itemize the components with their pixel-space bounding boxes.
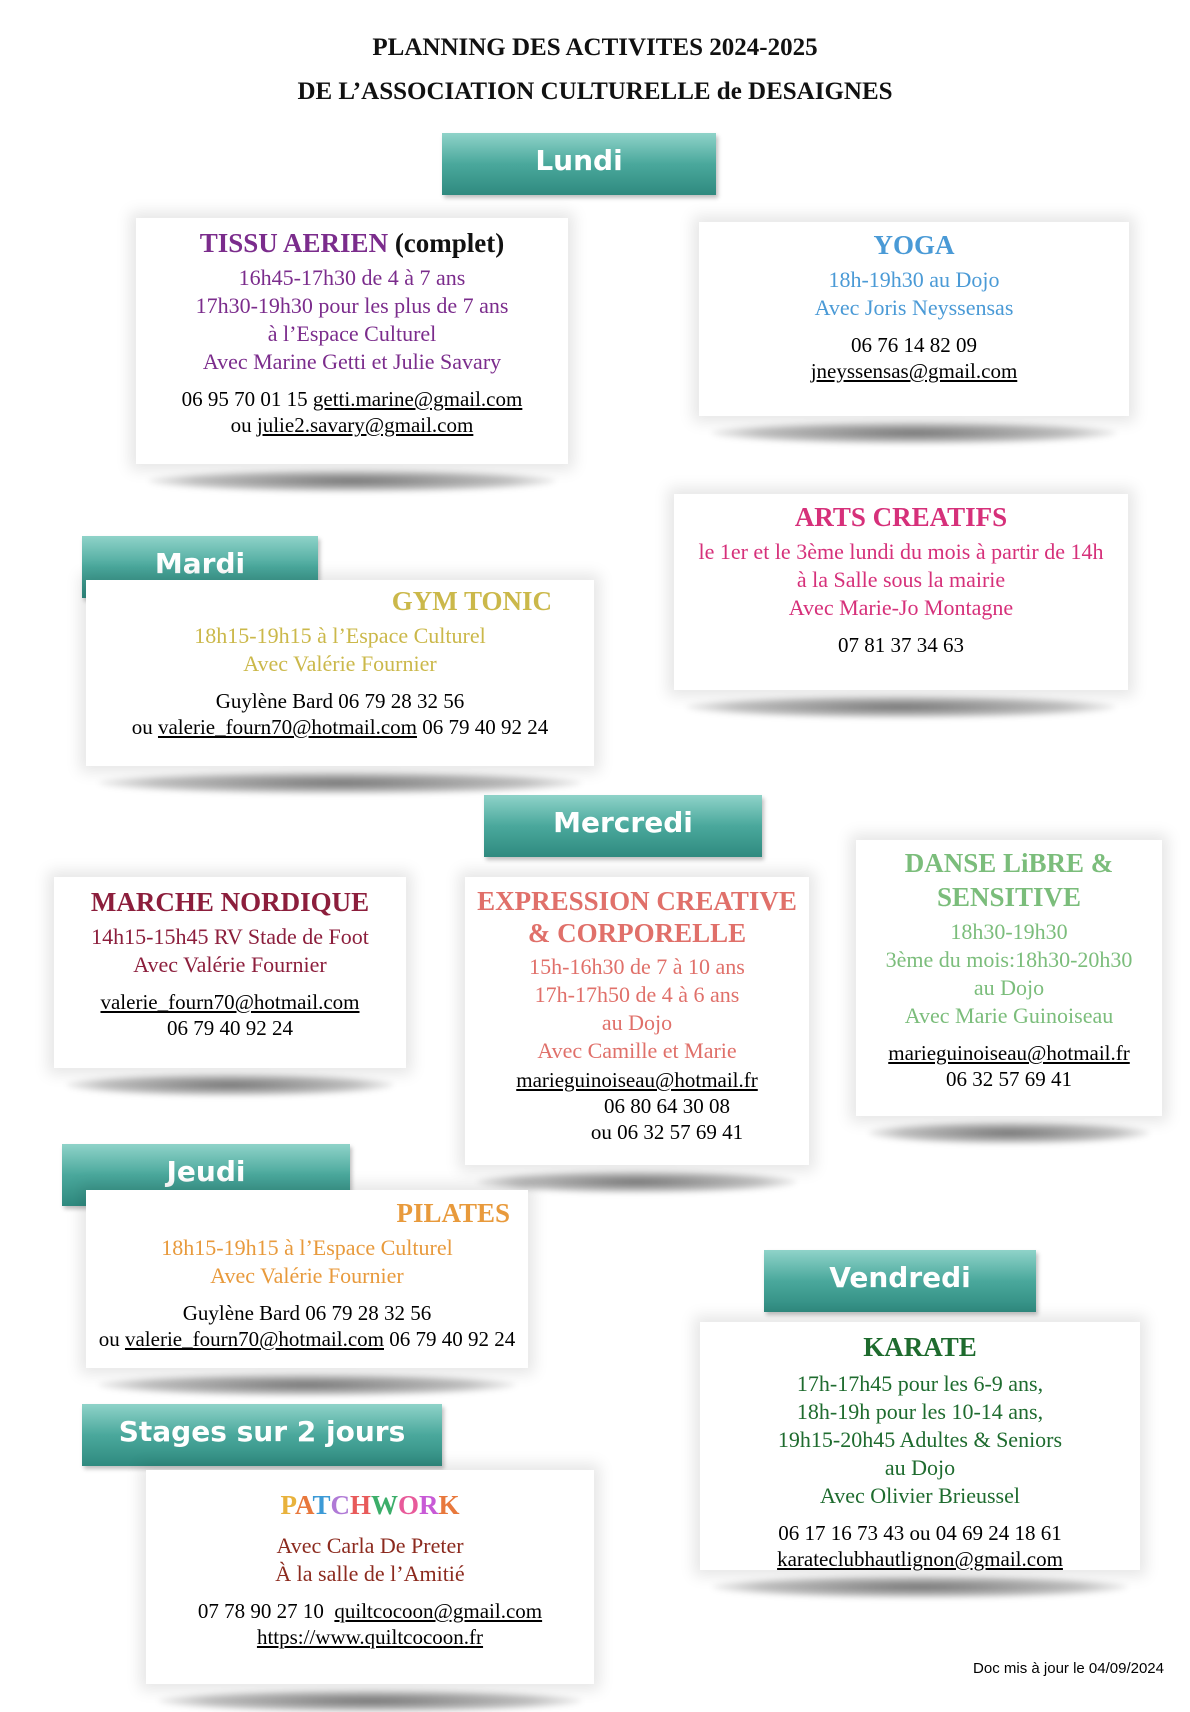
activity-name-cont: SENSITIVE xyxy=(936,882,1082,912)
title-letter: O xyxy=(398,1490,420,1520)
activity-name-cont: & CORPORELLE xyxy=(527,918,747,948)
or-text: ou xyxy=(230,413,252,437)
instructor-line: Avec Joris Neyssensas xyxy=(814,295,1014,320)
card-patchwork xyxy=(146,1470,594,1684)
phone: 06 80 64 30 08 xyxy=(604,1094,730,1118)
contact-line xyxy=(86,714,594,740)
instructor-line: Avec Valérie Fournier xyxy=(243,651,437,676)
schedule-line: 18h15-19h15 à l’Espace Culturel xyxy=(161,1235,453,1260)
schedule-line: 19h15-20h45 Adultes & Seniors xyxy=(777,1427,1063,1452)
title-letter: W xyxy=(371,1490,398,1520)
page-title-line1: PLANNING DES ACTIVITES 2024-2025 xyxy=(372,34,818,61)
schedule-line: 17h30-19h30 pour les plus de 7 ans xyxy=(195,293,509,318)
phone: 06 17 16 73 43 ou 04 69 24 18 61 xyxy=(778,1521,1062,1545)
title-letter: C xyxy=(330,1490,350,1520)
phone: 06 76 14 82 09 xyxy=(851,333,977,357)
card-expression-creative xyxy=(465,877,809,1165)
phone: 06 79 40 92 24 xyxy=(389,1327,516,1351)
activity-name xyxy=(146,1488,594,1522)
title-letter: T xyxy=(312,1490,331,1520)
instructor-line: Avec Marie Guinoiseau xyxy=(904,1003,1114,1028)
schedule-line: 17h-17h50 de 4 à 6 ans xyxy=(534,982,740,1007)
contact-line: Guylène Bard 06 79 28 32 56 xyxy=(215,689,465,713)
page-title-line2: DE L’ASSOCIATION CULTURELLE de DESAIGNES xyxy=(297,78,893,105)
instructor-line: Avec Valérie Fournier xyxy=(210,1263,404,1288)
contact-line: Guylène Bard 06 79 28 32 56 xyxy=(182,1301,432,1325)
schedule-line: 17h-17h45 pour les 6-9 ans, xyxy=(796,1371,1044,1396)
instructor-line: Avec Camille et Marie xyxy=(537,1038,737,1063)
schedule-line: 16h45-17h30 de 4 à 7 ans xyxy=(238,265,466,290)
title-letter: A xyxy=(294,1490,313,1520)
schedule-line: 18h30-19h30 xyxy=(950,919,1068,944)
title-letter: R xyxy=(419,1490,439,1520)
activity-name: GYM TONIC xyxy=(391,586,552,616)
card-marche-nordique xyxy=(54,877,406,1068)
card-pilates xyxy=(86,1190,528,1368)
contact-line xyxy=(136,412,568,438)
location-line: à la Salle sous la mairie xyxy=(796,567,1006,592)
card-karate xyxy=(700,1322,1140,1570)
location-line: À la salle de l’Amitié xyxy=(275,1561,465,1586)
email-link[interactable]: marieguinoiseau@hotmail.fr xyxy=(516,1068,758,1092)
schedule-line: 15h-16h30 de 7 à 10 ans xyxy=(529,954,745,979)
schedule-line: 18h15-19h15 à l’Espace Culturel xyxy=(194,623,486,648)
phone: ou 06 32 57 69 41 xyxy=(590,1120,744,1144)
day-stages: Stages sur 2 jours xyxy=(82,1404,442,1466)
email-link[interactable]: marieguinoiseau@hotmail.fr xyxy=(888,1041,1130,1065)
card-tissu-aerien xyxy=(136,218,568,464)
schedule-line: 3ème du mois:18h30-20h30 xyxy=(885,947,1133,972)
location-line: au Dojo xyxy=(884,1455,956,1480)
phone: 06 32 57 69 41 xyxy=(946,1067,1072,1091)
location-line: au Dojo xyxy=(973,975,1045,1000)
schedule-line: 14h15-15h45 RV Stade de Foot xyxy=(91,924,369,949)
phone: 06 79 40 92 24 xyxy=(422,715,549,739)
email-link[interactable]: valerie_fourn70@hotmail.com xyxy=(157,715,417,739)
or-text: ou xyxy=(131,715,153,739)
day-jeudi: Jeudi xyxy=(62,1144,350,1206)
activity-name: PILATES xyxy=(396,1198,510,1228)
instructor-line: Avec Carla De Preter xyxy=(276,1533,464,1558)
day-mardi: Mardi xyxy=(82,536,318,598)
card-title xyxy=(136,226,568,260)
activity-name: ARTS CREATIFS xyxy=(794,502,1008,532)
day-mercredi: Mercredi xyxy=(484,795,762,857)
schedule-line: 18h-19h30 au Dojo xyxy=(828,267,1000,292)
day-lundi: Lundi xyxy=(442,133,716,195)
activity-name: DANSE LiBRE & xyxy=(904,848,1114,878)
email-link[interactable]: valerie_fourn70@hotmail.com xyxy=(100,990,360,1014)
activity-name: EXPRESSION CREATIVE xyxy=(477,886,797,916)
status-label: (complet) xyxy=(394,228,505,258)
location-line: à l’Espace Culturel xyxy=(267,321,437,346)
location-line: au Dojo xyxy=(601,1010,673,1035)
phone: 06 79 40 92 24 xyxy=(167,1016,293,1040)
activity-name: YOGA xyxy=(873,230,955,260)
phone: 07 81 37 34 63 xyxy=(838,633,964,657)
card-yoga xyxy=(699,222,1129,416)
instructor-line: Avec Valérie Fournier xyxy=(133,952,327,977)
day-vendredi: Vendredi xyxy=(764,1250,1036,1312)
update-date: Doc mis à jour le 04/09/2024 xyxy=(973,1660,1164,1677)
card-gym-tonic xyxy=(86,580,594,766)
card-arts-creatifs xyxy=(674,494,1128,690)
instructor-line: Avec Marie-Jo Montagne xyxy=(788,595,1014,620)
title-letter: H xyxy=(349,1490,371,1520)
activity-name: MARCHE NORDIQUE xyxy=(90,887,370,917)
email-link[interactable]: karateclubhautlignon@gmail.com xyxy=(777,1547,1063,1571)
schedule-line: 18h-19h pour les 10-14 ans, xyxy=(796,1399,1044,1424)
activity-name: KARATE xyxy=(863,1332,977,1362)
email-link[interactable]: quiltcocoon@gmail.com xyxy=(334,1599,543,1623)
activity-name: TISSU AERIEN xyxy=(199,228,389,258)
instructor-line: Avec Olivier Brieussel xyxy=(820,1483,1020,1508)
phone: 06 95 70 01 15 xyxy=(181,387,308,411)
instructor-line: Avec Marine Getti et Julie Savary xyxy=(202,349,502,374)
email-link[interactable]: julie2.savary@gmail.com xyxy=(256,413,474,437)
card-danse-libre xyxy=(856,840,1162,1116)
email-link[interactable]: getti.marine@gmail.com xyxy=(312,387,523,411)
contact-line xyxy=(136,386,568,412)
email-link[interactable]: valerie_fourn70@hotmail.com xyxy=(124,1327,384,1351)
contact-line xyxy=(86,1326,528,1352)
or-text: ou xyxy=(98,1327,120,1351)
phone: 07 78 90 27 10 xyxy=(197,1599,324,1623)
title-letter: P xyxy=(280,1490,295,1520)
schedule-line: le 1er et le 3ème lundi du mois à partir de 14h xyxy=(698,539,1104,564)
website-link[interactable]: https://www.quiltcocoon.fr xyxy=(256,1625,484,1649)
title-letter: K xyxy=(438,1490,460,1520)
email-link[interactable]: jneyssensas@gmail.com xyxy=(810,359,1018,383)
contact-line xyxy=(146,1598,594,1624)
